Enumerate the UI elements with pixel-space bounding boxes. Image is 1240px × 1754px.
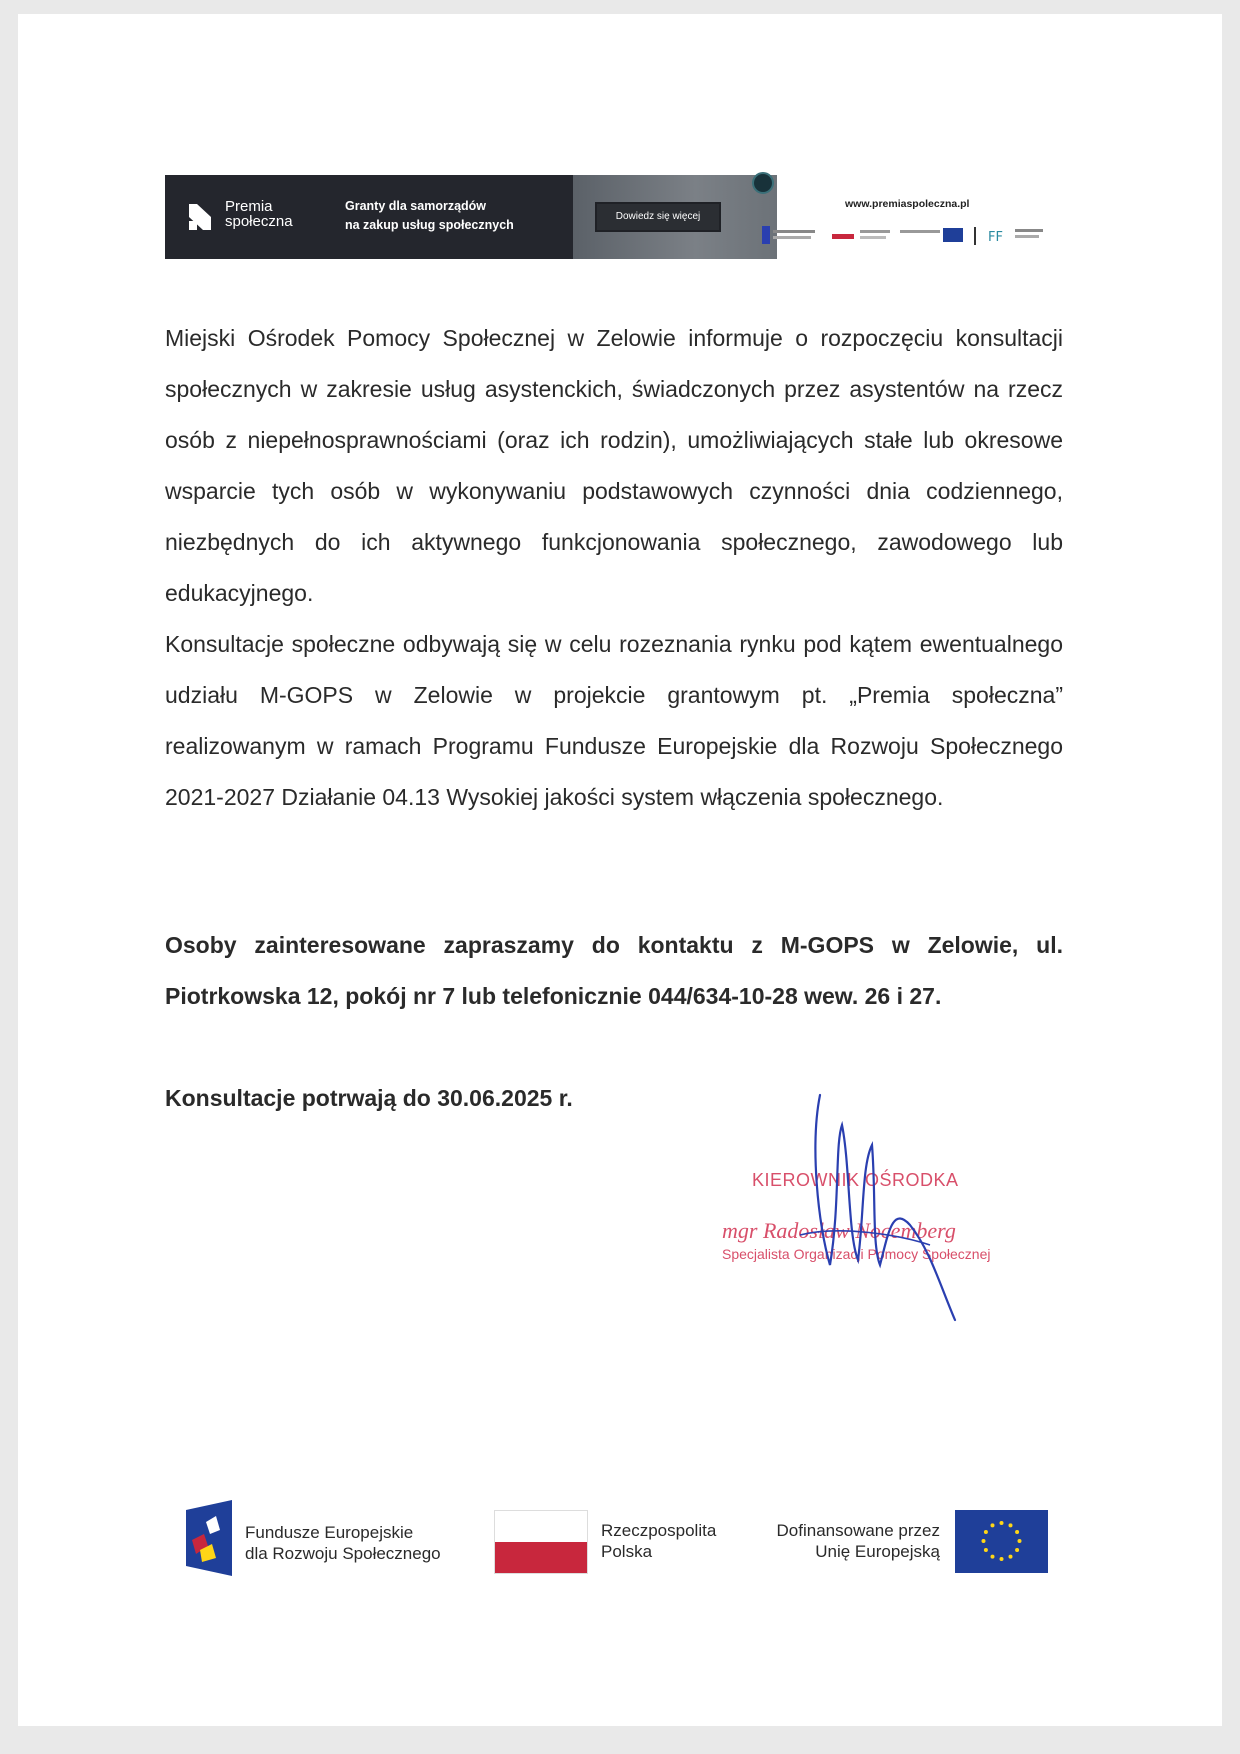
stamp-title: KIEROWNIK OŚRODKA [752,1170,959,1190]
premia-banner[interactable] [165,175,777,259]
banner-dot-icon [752,172,774,194]
banner-tagline: Granty dla samorządów na zakup usług społecznych [345,199,514,232]
handwritten-signature [780,1085,980,1325]
svg-text:FF: FF [988,230,1003,245]
announcement-body [165,313,1063,823]
stamp-role: Specjalista Organizacji Pomocy Społecznej [722,1246,991,1262]
paragraph-purpose: Konsultacje społeczne odbywają się w celu rozeznania rynku pod kątem ewentualnego udziału M-GOPS w Zelowie w projekcie grantowym pt. „Premia społeczna” realizowanym w ramach Programu Fundusze Europejskie dla Rozwoju Społecznego 2021-2027 Działanie 04.13 Wysokiej jakości system włączenia społecznego. [165,631,1063,810]
eu-cofunded-label: Dofinansowane przez Unię Europejską [776,1521,940,1561]
eu-flag-icon [955,1510,1048,1573]
premia-logo-icon [189,204,211,230]
premia-brand: Premia społeczna [225,198,293,230]
contact-paragraph: Osoby zainteresowane zapraszamy do kontaktu z M-GOPS w Zelowie, ul. Piotrkowska 12, pokój nr 7 lub telefonicznie 044/634-10-28 wew. 26 i 27. [165,932,1063,1009]
document-page [18,14,1222,1726]
paragraph-intro: Miejski Ośrodek Pomocy Społecznej w Zelowie informuje o rozpoczęciu konsultacji społecznych w zakresie usług asystenckich, świadczonych przez asystentów na rzecz osób z niepełnosprawnościami (oraz ich rodzin), umożliwiających stałe lub okresowe wsparcie tych osób w wykonywaniu podstawowych czynności dnia codziennego, niezbędnych do ich aktywnego funkcjonowania społecznego, zawodowego lub edukacyjnego. [165,325,1063,606]
polish-flag-icon [494,1510,588,1574]
website-link[interactable]: www.premiaspoleczna.pl [845,198,970,210]
rzeczpospolita-label: Rzeczpospolita Polska [601,1521,717,1561]
learn-more-button[interactable]: Dowiedz się więcej [595,202,721,232]
sponsor-logos-strip [760,224,1060,250]
fundusze-europejskie-label: Fundusze Europejskie dla Rozwoju Społecznego [245,1523,441,1563]
deadline-text: Konsultacje potrwają do 30.06.2025 r. [165,1085,573,1111]
stamp-name: mgr Radosław Nocemberg [722,1218,956,1243]
fundusze-europejskie-icon [186,1500,232,1576]
